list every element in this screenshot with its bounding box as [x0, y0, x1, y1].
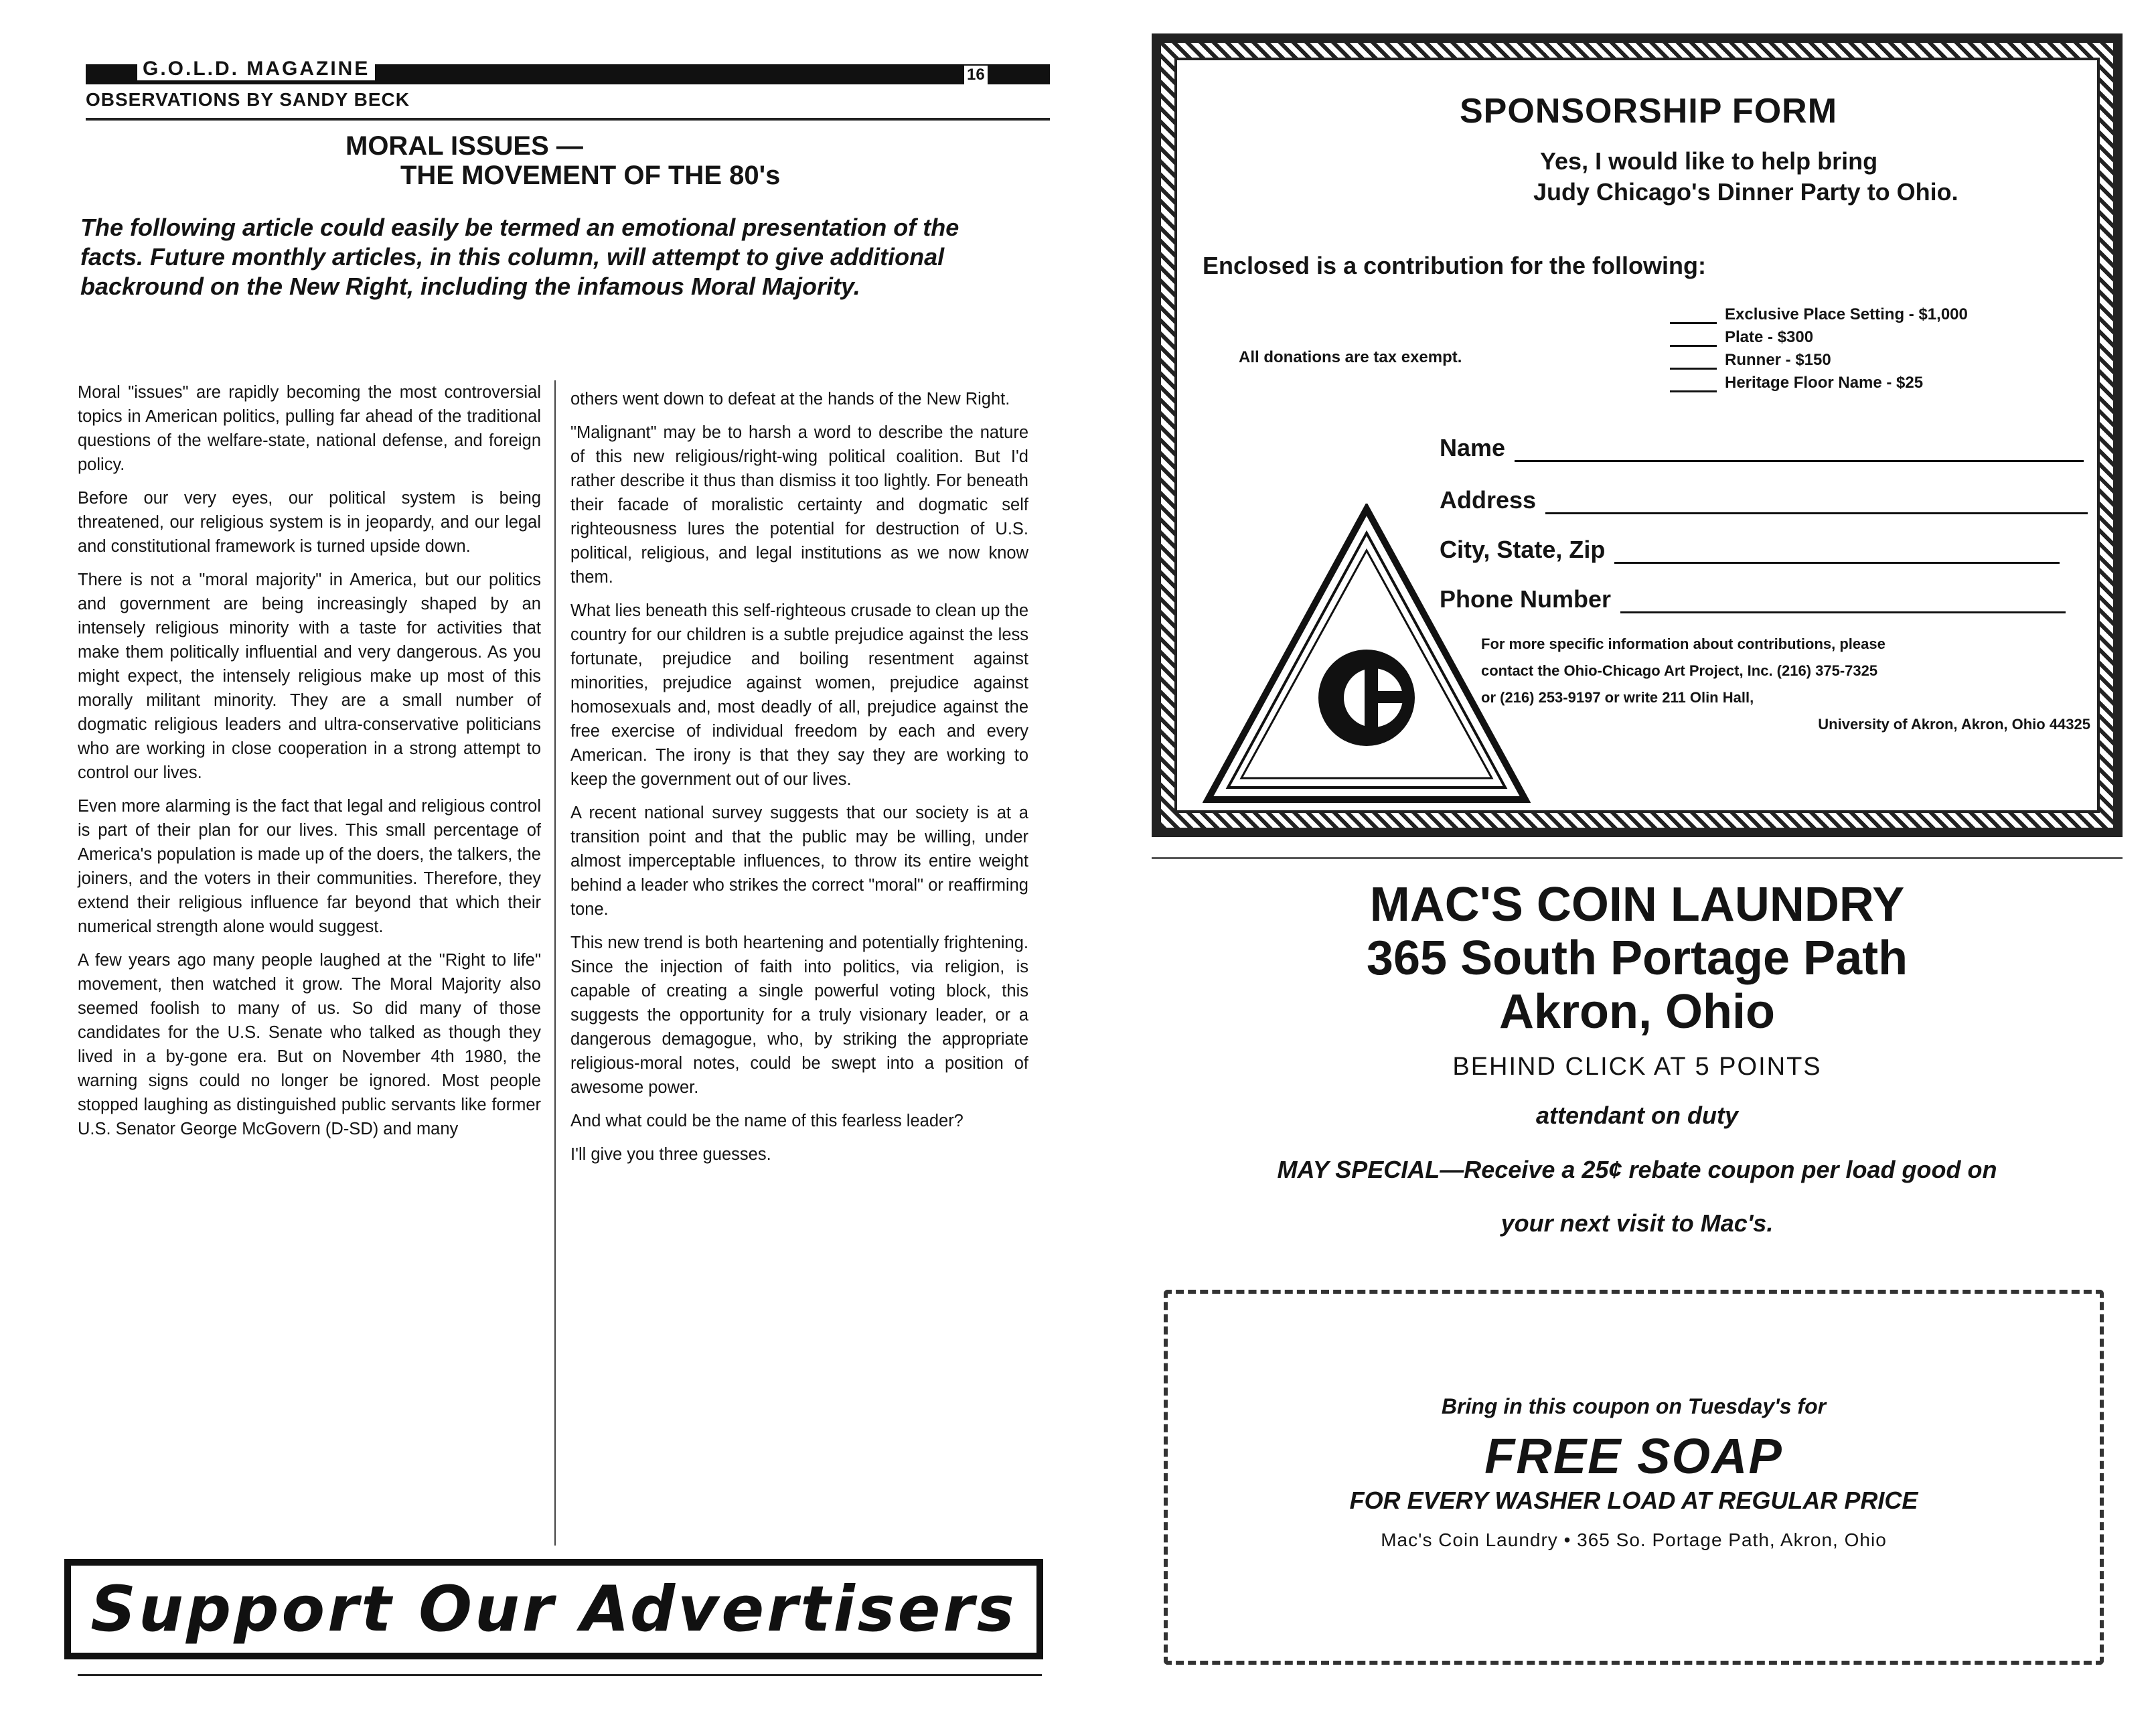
article-intro: The following article could easily be termed an emotional presentation of the facts. Future monthly articles, in this column, will attempt to give additional backround on the New Right, including the infamous Moral Majority. [80, 214, 959, 300]
paragraph: Before our very eyes, our political system is being threatened, our religious system is in jeopardy, and our legal and constitutional framework is turned upside down. [78, 489, 541, 556]
option-label: Exclusive Place Setting - $1,000 [1725, 305, 1968, 323]
name-line[interactable] [1515, 447, 2084, 462]
coupon-bring-text: Bring in this coupon on Tuesday's for [1441, 1394, 1827, 1418]
contact-info [1481, 631, 2097, 738]
header-rule [86, 118, 1050, 121]
option-plate[interactable] [1670, 328, 1813, 347]
paragraph: "Malignant" may be to harsh a word to describe the nature of this new religious/right-wing political coalition. But I'd rather describe it thus than dismiss it too lightly. For beneath their facade of moralistic certainty and dogmatic self righteousness lures the potential for destruction of U.S. political, religious, and legal institutions as we now know them. [570, 423, 1028, 587]
tax-note: All donations are tax exempt. [1239, 348, 1462, 366]
form-subtitle [1533, 146, 1958, 208]
option-runner[interactable] [1670, 351, 1831, 370]
coupon-free-soap: FREE SOAP [1484, 1428, 1783, 1484]
phone-label: Phone Number [1440, 585, 1612, 613]
support-advertisers-text: Support Our Advertisers [71, 1566, 1036, 1653]
checkbox-blank[interactable] [1670, 335, 1717, 347]
section-divider [1152, 857, 2123, 859]
phone-line[interactable] [1620, 598, 2066, 613]
contact-line-1: For more specific information about contributions, please [1481, 635, 1885, 652]
article-column-1 [78, 380, 541, 1150]
paragraph: This new trend is both heartening and potentially frightening. Since the injection of faith into politics, via religion, is capable of creating a single powerful voting block, this suggests the opportunity for a truly visionary leader, or a dangerous demagogue, who, by striking the appropriate religious-moral notes, could be swept into a position of awesome power. [570, 933, 1028, 1097]
paragraph: Moral "issues" are rapidly becoming the most controversial topics in American politics, pulling far ahead of the traditional questions of the welfare-state, national defense, and foreign policy. [78, 383, 541, 474]
enclosed-label: Enclosed is a contribution for the following: [1203, 252, 1706, 279]
byline: OBSERVATIONS BY SANDY BECK [86, 89, 410, 110]
contact-line-3: or (216) 253-9197 or write 211 Olin Hall, [1481, 689, 1754, 706]
address-line[interactable] [1545, 499, 2088, 514]
checkbox-blank[interactable] [1670, 381, 1717, 392]
city-line[interactable] [1614, 548, 2060, 564]
masthead: G.O.L.D. MAGAZINE [137, 58, 375, 80]
mac-attendant: attendant on duty [1536, 1102, 1738, 1129]
mac-next-visit: your next visit to Mac's. [1500, 1209, 1774, 1237]
address-field[interactable] [1440, 486, 2088, 514]
option-label: Heritage Floor Name - $25 [1725, 374, 1924, 392]
name-field[interactable] [1440, 434, 2084, 462]
checkbox-blank[interactable] [1670, 313, 1717, 324]
option-label: Runner - $150 [1725, 351, 1831, 369]
logo-crossbar [1365, 691, 1411, 703]
footer-rule [78, 1674, 1042, 1676]
checkbox-blank[interactable] [1670, 358, 1717, 370]
coupon-every-load: FOR EVERY WASHER LOAD AT REGULAR PRICE [1349, 1487, 1918, 1514]
mac-location-note: BEHIND CLICK AT 5 POINTS [1452, 1053, 1822, 1081]
option-label: Plate - $300 [1725, 328, 1814, 346]
headline-line-2: THE MOVEMENT OF THE 80's [400, 161, 781, 190]
paragraph: There is not a "moral majority" in America, but our politics and government are being increasingly shaped by an intensely religious minority with a taste for activities that make them politically influential and very dangerous. As you might expect, the intensely religious make up most of this morally militant minority. They are a small number of dogmatic religious leaders and ultra-conservative politicians who are working in close cooperation in a strong attempt to control our lives. [78, 571, 541, 782]
address-label: Address [1440, 486, 1537, 514]
mac-city: Akron, Ohio [1499, 985, 1775, 1039]
city-field[interactable] [1440, 536, 2060, 564]
paragraph: Even more alarming is the fact that legal and religious control is part of their plan for our lives. This small percentage of America's population is made up of the doers, the talkers, the joiners, and the voters in their communities. Therefore, they extend their religious influence far beyond that which their numerical strength alone would suggest. [78, 797, 541, 936]
paragraph: others went down to defeat at the hands of the New Right. [570, 390, 1010, 408]
contact-line-4: University of Akron, Akron, Ohio 44325 [1818, 716, 2090, 733]
mac-business-name: MAC'S COIN LAUNDRY [1369, 878, 1905, 931]
form-subtitle-line-1: Yes, I would like to help bring [1540, 147, 1878, 175]
mac-address: 365 South Portage Path [1366, 931, 1908, 985]
form-title: SPONSORSHIP FORM [1460, 92, 1838, 131]
support-advertisers-banner [64, 1559, 1043, 1659]
mac-special: MAY SPECIAL—Receive a 25¢ rebate coupon per load good on [1277, 1156, 1997, 1183]
phone-field[interactable] [1440, 585, 2066, 613]
column-divider [554, 380, 556, 1546]
contact-line-2: contact the Ohio-Chicago Art Project, Inc. (216) 375-7325 [1481, 662, 1878, 679]
coupon-address: Mac's Coin Laundry • 365 So. Portage Path, Akron, Ohio [1381, 1529, 1887, 1550]
paragraph: What lies beneath this self-righteous crusade to clean up the country for our children is a subtle prejudice against the less fortunate, prejudice and boiling resentment against minorities, prejudice against women, prejudice against homosexuals and, most deadly of all, prejudice against the free exercise of individual freedom by each and every American. The irony is that they say they are working to keep the government out of our lives. [570, 601, 1028, 789]
paragraph: And what could be the name of this fearless leader? [570, 1112, 964, 1130]
option-heritage[interactable] [1670, 374, 1923, 392]
city-label: City, State, Zip [1440, 536, 1606, 563]
article-column-2 [570, 387, 1028, 1176]
paragraph: A recent national survey suggests that our society is at a transition point and that the public may be willing, under almost imperceptable influences, to throw its entire weight behind a leader who strikes the correct "moral" or reaffirming tone. [570, 804, 1028, 919]
paragraph: A few years ago many people laughed at the "Right to life" movement, then watched it grow. The Moral Majority also seemed foolish to many of us. So did many of those candidates for the U.S. Senate who talked as though they lived in a by-gone era. But on November 4th 1980, the warning signs could no longer be ignored. Most people stopped laughing as distinguished public servants like former U.S. Senator George McGovern (D-SD) and many [78, 951, 541, 1138]
headline-line-1: MORAL ISSUES — [345, 131, 583, 161]
name-label: Name [1440, 434, 1506, 461]
page-number: 16 [964, 66, 988, 84]
form-subtitle-line-2: Judy Chicago's Dinner Party to Ohio. [1533, 178, 1958, 206]
option-place-setting[interactable] [1670, 305, 1968, 324]
paragraph: I'll give you three guesses. [570, 1145, 771, 1164]
